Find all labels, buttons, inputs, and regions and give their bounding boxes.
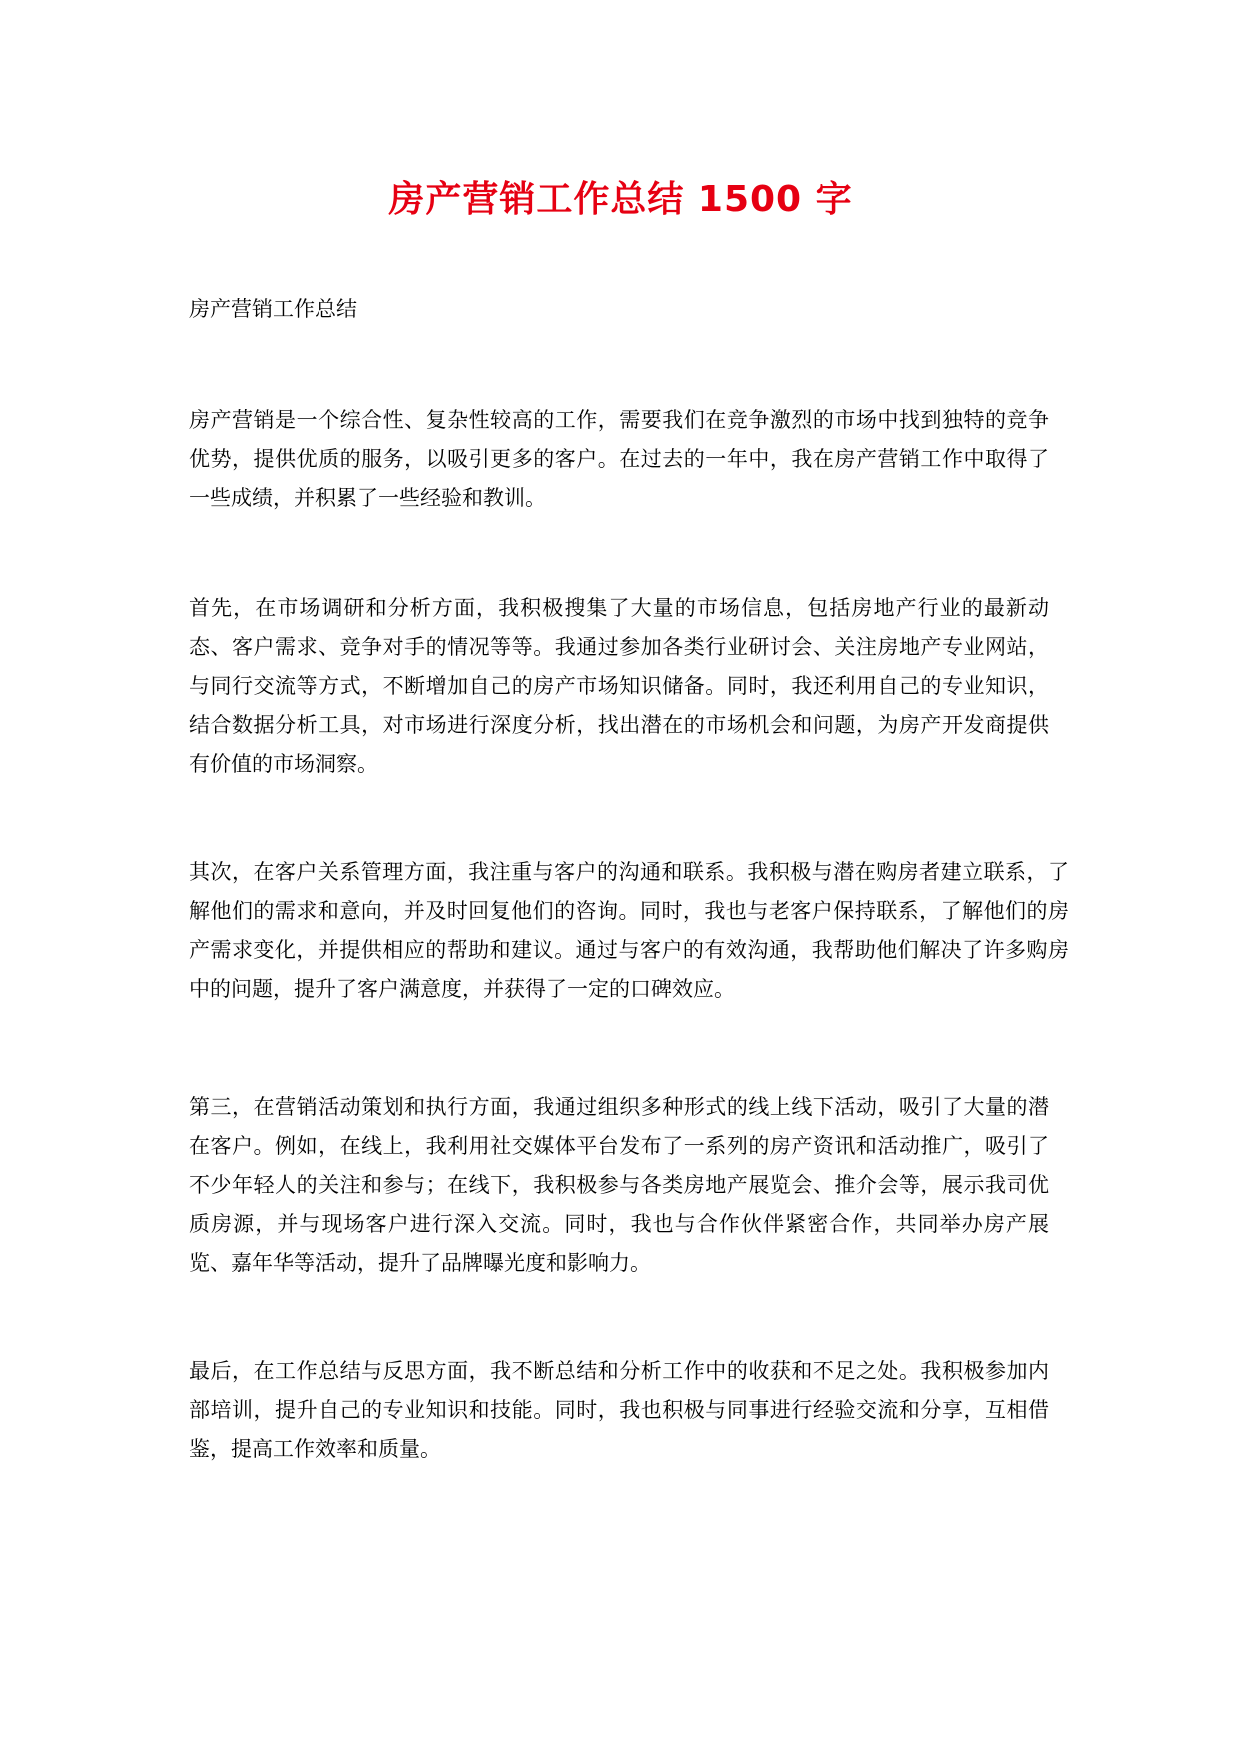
paragraph-marketing-activities: 第三，在营销活动策划和执行方面，我通过组织多种形式的线上线下活动，吸引了大量的潜在客户。例如，在线上，我利用社交媒体平台发布了一系列的房产资讯和活动推广，吸引了不少年轻人的关注和参与；在线下，我积极参与各类房地产展览会、推介会等，展示我司优质房源，并与现场客户进行深入交流。同时，我也与合作伙伴紧密合作，共同举办房产展览、嘉年华等活动，提升了品牌曝光度和影响力。: [189, 1095, 1049, 1275]
paragraph-market-research: 首先，在市场调研和分析方面，我积极搜集了大量的市场信息，包括房地产行业的最新动态、客户需求、竞争对手的情况等等。我通过参加各类行业研讨会、关注房地产专业网站，与同行交流等方式，不断增加自己的房产市场知识储备。同时，我还利用自己的专业知识，结合数据分析工具，对市场进行深度分析，找出潜在的市场机会和问题，为房产开发商提供有价值的市场洞察。: [189, 596, 1049, 776]
document-subheading: 房产营销工作总结: [189, 297, 357, 321]
document-title: 房产营销工作总结 1500 字: [388, 179, 853, 220]
paragraph-customer-relations: 其次，在客户关系管理方面，我注重与客户的沟通和联系。我积极与潜在购房者建立联系，了解他们的需求和意向，并及时回复他们的咨询。同时，我也与老客户保持联系，了解他们的房产需求变化，并提供相应的帮助和建议。通过与客户的有效沟通，我帮助他们解决了许多购房中的问题，提升了客户满意度，并获得了一定的口碑效应。: [189, 860, 1069, 1001]
paragraph-intro: 房产营销是一个综合性、复杂性较高的工作，需要我们在竞争激烈的市场中找到独特的竞争优势，提供优质的服务，以吸引更多的客户。在过去的一年中，我在房产营销工作中取得了一些成绩，并积累了一些经验和教训。: [189, 408, 1049, 510]
paragraph-summary-reflection: 最后，在工作总结与反思方面，我不断总结和分析工作中的收获和不足之处。我积极参加内部培训，提升自己的专业知识和技能。同时，我也积极与同事进行经验交流和分享，互相借鉴，提高工作效率和质量。: [189, 1359, 1049, 1461]
